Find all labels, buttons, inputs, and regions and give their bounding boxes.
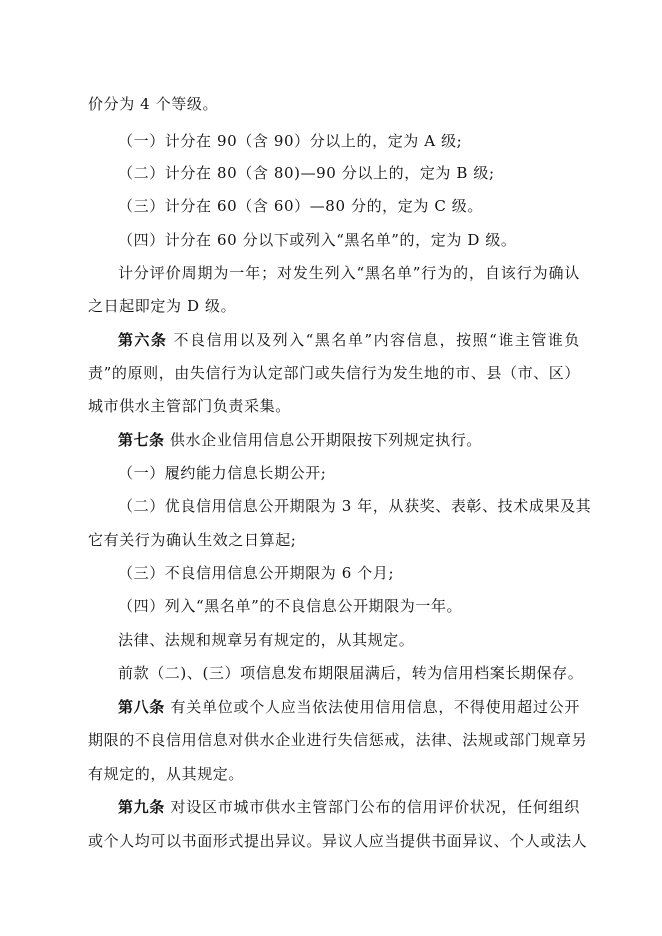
text-line-6: 计分评价周期为一年；对发生列入“黑名单”行为的，自该行为确认	[118, 264, 580, 282]
article-8-line-2: 期限的不良信用信息对供水企业进行失信惩戒，法律、法规或部门规章另	[88, 731, 588, 749]
article-6-line-2: 责”的原则，由失信行为认定部门或失信行为发生地的市、县（市、区）	[88, 364, 580, 382]
article-7-line-3: （二）优良信用信息公开期限为 3 年，从获奖、表彰、技术成果及其	[118, 497, 592, 515]
article-text: 供水企业信用信息公开期限按下列规定执行。	[169, 431, 482, 449]
article-heading: 第七条	[118, 431, 165, 449]
article-9-line-2: 或个人均可以书面形式提出异议。异议人应当提供书面异议、个人或法人	[88, 832, 588, 850]
article-heading: 第八条	[118, 698, 165, 716]
text-line-4: （三）计分在 60（含 60）—80 分的，定为 C 级。	[118, 197, 483, 215]
article-text: 有关单位或个人应当依法使用信用信息，不得使用超过公开	[170, 698, 580, 716]
article-heading: 第六条	[118, 331, 168, 349]
article-7-line-1	[118, 430, 580, 450]
text-line-1: 价分为 4 个等级。	[88, 95, 219, 113]
article-7-line-4: 它有关行为确认生效之日算起;	[88, 531, 297, 549]
article-7-line-6: （四）列入“黑名单”的不良信息公开期限为一年。	[118, 597, 463, 615]
article-text: 不良信用以及列入“黑名单”内容信息，按照“谁主管谁负	[173, 331, 580, 349]
article-7-line-8: 前款（二)、(三）项信息发布期限届满后，转为信用档案长期保存。	[118, 664, 584, 682]
article-7-line-7: 法律、法规和规章另有规定的，从其规定。	[118, 631, 415, 649]
article-8-line-3: 有规定的，从其规定。	[88, 765, 245, 783]
text-line-2: （一）计分在 90（含 90）分以上的，定为 A 级;	[118, 132, 463, 150]
article-6-line-3: 城市供水主管部门负责采集。	[88, 397, 291, 415]
article-7-line-5: （三）不良信用信息公开期限为 6 个月;	[118, 564, 395, 582]
article-6-line-1	[118, 330, 580, 350]
text-line-3: （二）计分在 80（含 80)—90 分以上的，定为 B 级;	[118, 164, 495, 182]
article-9-line-1	[118, 797, 580, 817]
article-text: 对设区市城市供水主管部门公布的信用评价状况，任何组织	[170, 798, 580, 816]
article-7-line-2: （一）履约能力信息长期公开;	[118, 464, 327, 482]
article-8-line-1	[118, 697, 580, 717]
article-heading: 第九条	[118, 798, 165, 816]
text-line-7: 之日起即定为 D 级。	[88, 297, 237, 315]
text-line-5: （四）计分在 60 分以下或列入“黑名单”的，定为 D 级。	[118, 231, 517, 249]
